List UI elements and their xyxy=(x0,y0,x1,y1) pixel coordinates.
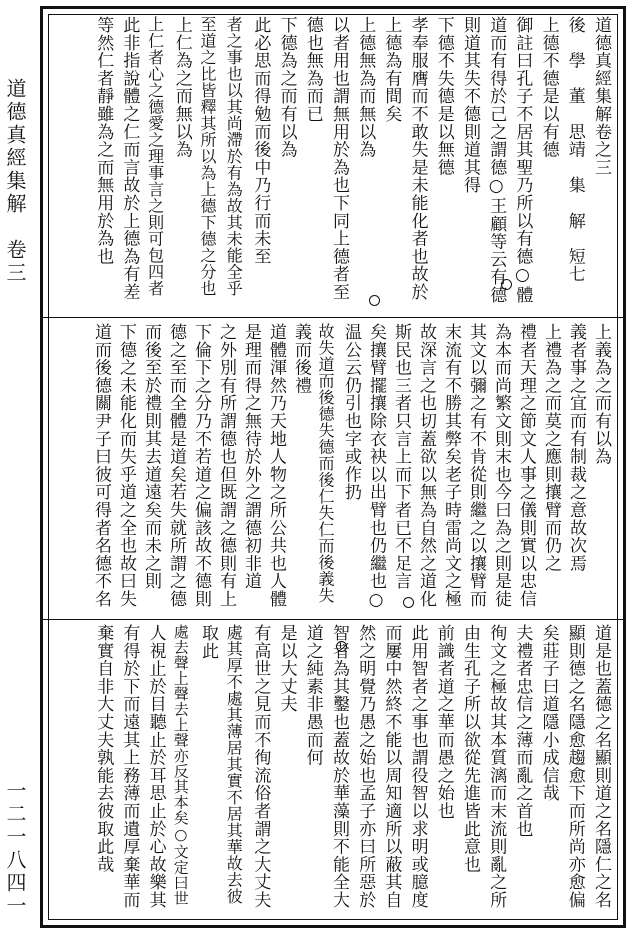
text-column: 為本而尚繁文則末也今曰為之則是徒 xyxy=(491,323,511,608)
text-column: 後 學 董 思靖 集 解 短七 xyxy=(564,16,585,283)
text-column: 斯民也三者只言上而下者已不足言 xyxy=(391,323,411,590)
text-column: 下德之未能化而失乎道之全也故曰失 xyxy=(116,323,136,608)
ring-mark xyxy=(369,295,380,306)
text-column: 矣莊子曰道隱小成信哉 xyxy=(538,624,559,802)
text-column: 等然仁者靜雖為之而無用於為也 xyxy=(93,16,114,266)
text-column: 是理而得之無待於外之謂德初非道 xyxy=(241,323,261,590)
text-column: 取此 xyxy=(198,624,218,660)
text-column: 孝奉服膺而不敢失是未能化者也故於 xyxy=(407,16,428,301)
text-column: 而屢中然終不能以周知適所以蔽其自 xyxy=(381,624,402,909)
text-column: 者之事也以其尚滯於有為故其未能全乎 xyxy=(224,16,244,297)
text-column: 矣攘臂擺攘除衣袂以出臂也仍繼也○ xyxy=(366,323,386,611)
text-column: 義而後禮 xyxy=(291,323,311,395)
text-column: 上德為有間矣 xyxy=(381,16,402,123)
text-column: 而後至於禮則其去道遠矣而未之則 xyxy=(141,323,161,590)
text-column: 下倫下之分乃不若道之偏該故不德則 xyxy=(191,323,211,608)
text-column: 處其厚不處其薄居其實不居其華故去彼 xyxy=(224,624,244,905)
text-column: 上仁者心之德愛之理事言之則可包四者 xyxy=(145,16,165,297)
text-column: 上義為之而有以為 xyxy=(591,323,611,466)
band-divider xyxy=(43,619,623,620)
book-title-margin: 道德真經集解 卷三 xyxy=(3,78,27,285)
text-column: 道是也蓋德之名顯則道之名隱仁之名 xyxy=(591,624,611,909)
text-column: 上仁為之而無以為 xyxy=(171,16,192,159)
text-column: 由生孔子所以欲從先進皆此意也 xyxy=(460,624,480,874)
text-column: 棄實自非大丈夫孰能去彼取此哉 xyxy=(93,624,114,874)
page-number: 一二一八四一 xyxy=(3,780,27,918)
text-column: 前識者道之華而愚之始也 xyxy=(433,624,454,820)
text-column: 德也無為而已 xyxy=(302,16,323,123)
text-column: 顯則德之名隱愈趨愈下而所尚亦愈偏 xyxy=(564,624,585,909)
text-column: 此非指說體之仁而言故於上德為有差 xyxy=(119,16,140,301)
text-column: 夫禮者忠信之薄而亂之首也 xyxy=(512,624,533,838)
band-divider xyxy=(43,317,623,318)
text-column: 智者為其鑿也蓋故於華藻則不能全大 xyxy=(329,624,349,909)
text-column: 則道其失不德則道其得 xyxy=(460,16,480,194)
text-column: 有高世之見而不徇流俗者謂之大丈夫 xyxy=(250,624,271,909)
text-column: 上德無為而無以為 xyxy=(355,16,376,159)
text-column: 道之純素非愚而何 xyxy=(302,624,323,767)
text-column: 御註曰孔子不居其聖乃所以有德○體 xyxy=(512,16,533,304)
text-column: 處去聲上聲去上聲亦反其本矣○文定曰世 xyxy=(171,624,190,906)
text-column: 故深言之也切蓋欲以無為自然之道化 xyxy=(416,323,436,608)
text-column: 人視止於目聽止於耳思止於心故樂其 xyxy=(145,624,166,909)
text-column: 其文以彌之有不肯從則繼之以攘臂而 xyxy=(466,323,486,608)
text-column: 上禮為之而莫之應則攘臂而仍之 xyxy=(541,323,561,573)
text-column: 道而有得於己之謂德○王顧等云有德 xyxy=(486,16,507,304)
text-column: 下德為之而有以為 xyxy=(276,16,297,159)
text-column: 道德真經集解卷之三 xyxy=(591,16,611,177)
text-column: 有得於下而遠其上務薄而遺厚棄華而 xyxy=(119,624,140,909)
text-column: 至道之比皆釋其所以為上德下德之分也 xyxy=(198,16,217,297)
text-column: 此必思而得勉而後中乃行而未至 xyxy=(250,16,271,266)
text-column: 下德不失德是以無德 xyxy=(433,16,454,177)
text-column: 末流有不勝其弊矣老子時雷尚文之極 xyxy=(441,323,461,608)
text-column: 徇文之極故其本質漓而末流則亂之所 xyxy=(486,624,507,909)
text-column: 温公云仍引也字或作扔 xyxy=(341,323,361,501)
text-column: 禮者天理之節文人事之儀則實以忠信 xyxy=(516,323,536,608)
text-column: 之外別有所謂德也但既謂之德則有上 xyxy=(216,323,236,608)
text-column: 是以大丈夫 xyxy=(276,624,297,713)
text-column: 然之明覺乃愚之始也孟子亦曰所惡於 xyxy=(355,624,376,909)
text-column: 道體渾然乃天地人物之所公共也人體 xyxy=(266,323,286,608)
ring-mark xyxy=(403,597,414,608)
text-column: 道而後德關尹子曰彼可得者名德不名 xyxy=(91,323,111,608)
text-column: 故失道而後德失德而後仁失仁而後義失 xyxy=(316,323,335,604)
text-column: 德之至而全體是道矣若失就所謂之德 xyxy=(166,323,186,608)
text-column: 此用智者之事也謂役智以求明或臆度 xyxy=(407,624,428,909)
text-column: 以者用也謂無用於為也下同上德者至 xyxy=(329,16,349,301)
text-column: 義者事之宜而有制裁之意故次焉 xyxy=(566,323,586,573)
text-column: 上德不德是以有德 xyxy=(538,16,559,159)
